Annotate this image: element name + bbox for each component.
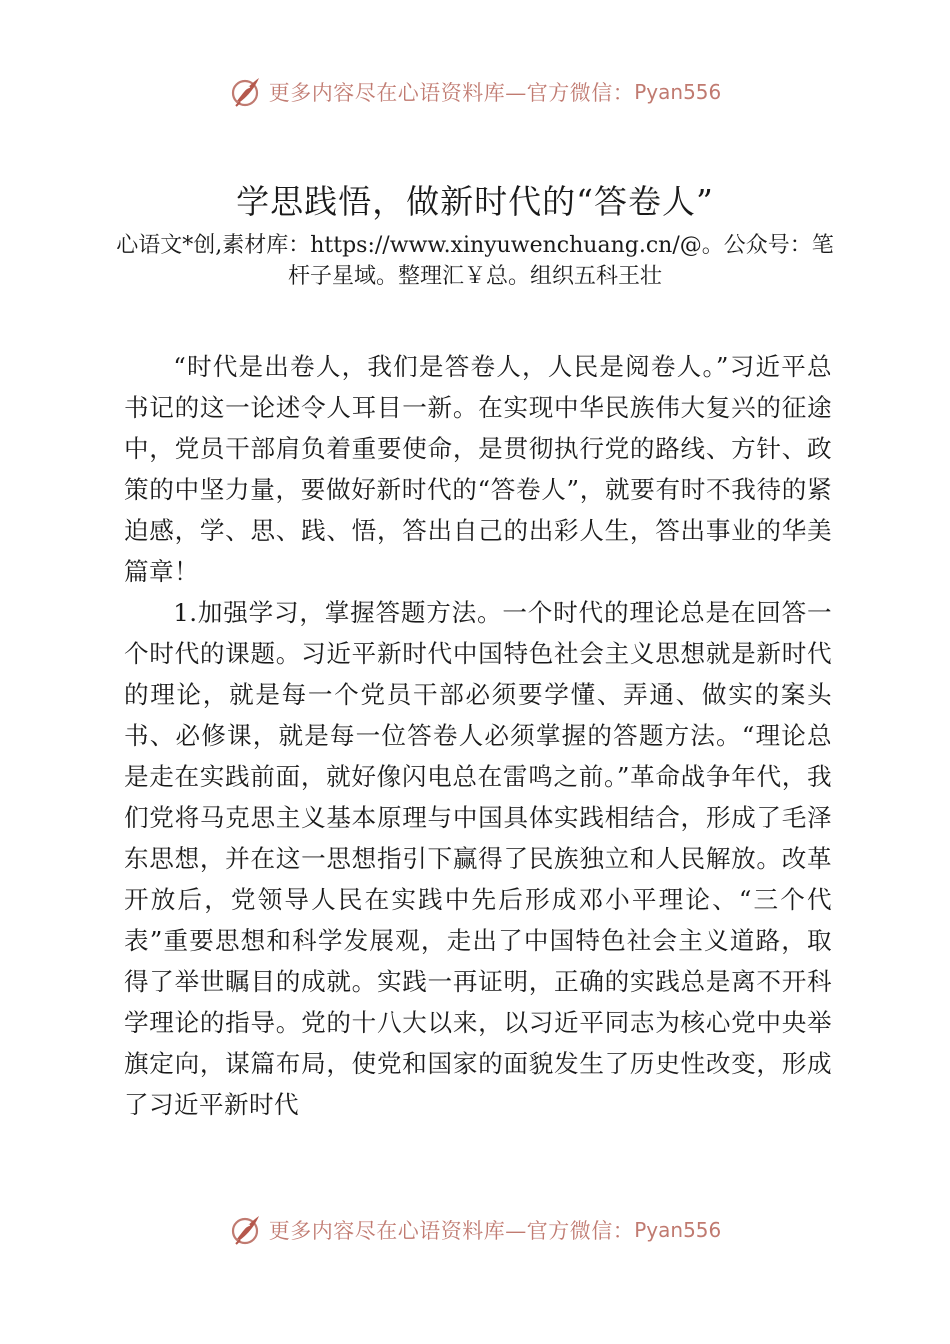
banner-text: 更多内容尽在心语资料库—官方微信： bbox=[268, 81, 635, 105]
document-title: 学思践悟，做新时代的“答卷人” bbox=[236, 182, 714, 221]
banner-wechat-id: Pyan556 bbox=[634, 1218, 722, 1242]
banner-text: 更多内容尽在心语资料库—官方微信： bbox=[268, 1219, 635, 1243]
footer-banner bbox=[0, 1210, 950, 1250]
quill-pen-logo-icon bbox=[229, 75, 263, 109]
paragraph-section-1: 1.加强学习，掌握答题方法。一个时代的理论总是在回答一个时代的课题。习近平新时代中国特色社会主义思想就是新时代的理论，就是每一个党员干部必须要学懂、弄通、做实的案头书、必修课，就是每一位答卷人必须掌握的答题方法。“理论总是走在实践前面，就好像闪电总在雷鸣之前。”革命战争年代，我们党将马克思主义基本原理与中国具体实践相结合，形成了毛泽东思想，并在这一思想指引下赢得了民族独立和人民解放。改革开放后，党领导人民在实践中先后形成邓小平理论、“三个代表”重要思想和科学发展观，走出了中国特色社会主义道路，取得了举世瞩目的成就。实践一再证明，正确的实践总是离不开科学理论的指导。党的十八大以来，以习近平同志为核心党中央举旗定向，谋篇布局，使党和国家的面貌发生了历史性改变，形成了习近平新时代 bbox=[124, 598, 832, 1119]
banner-wechat-id: Pyan556 bbox=[634, 80, 722, 104]
paragraph-intro: “时代是出卷人，我们是答卷人，人民是阅卷人。”习近平总书记的这一论述令人耳目一新。在实现中华民族伟大复兴的征途中，党员干部肩负着重要使命，是贯彻执行党的路线、方针、政策的中坚力量，要做好新时代的“答卷人”，就要有时不我待的紧迫感，学、思、践、悟，答出自己的出彩人生，答出事业的华美篇章！ bbox=[124, 352, 832, 586]
header-banner bbox=[0, 72, 950, 112]
document-body bbox=[124, 346, 832, 1125]
quill-pen-logo-icon bbox=[229, 1213, 263, 1247]
document-subtitle: 心语文*创,素材库：https://www.xinyuwenchuang.cn/@。公众号：笔杆子星域。整理汇￥总。组织五科王壮 bbox=[116, 233, 834, 289]
